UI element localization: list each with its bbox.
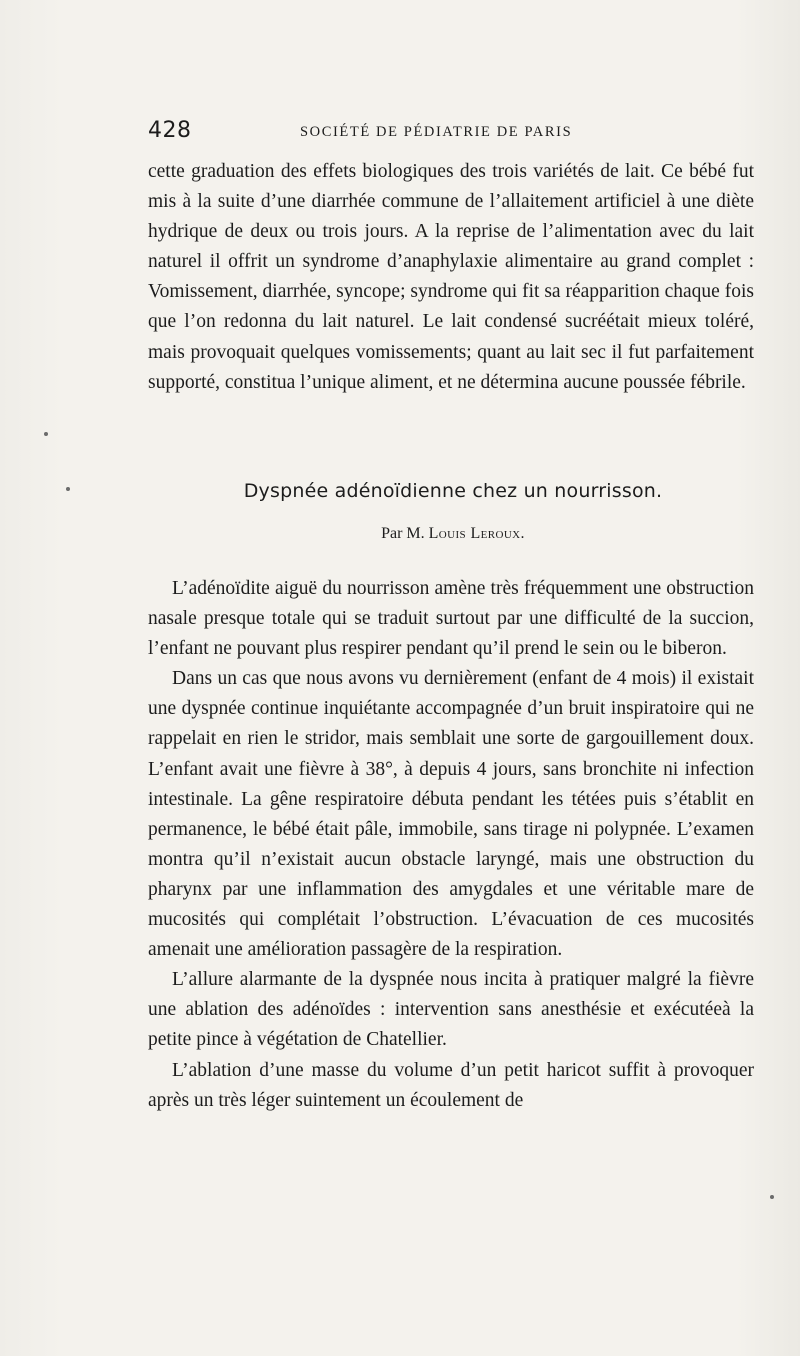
paragraph: L’ablation d’une masse du volume d’un petit haricot suffit à provoquer après un très léger suintement un écoulement de xyxy=(148,1059,754,1111)
paragraph: cette graduation des effets biologiques des trois variétés de lait. Ce bébé fut mis à la suite d’une diarrhée commune de l’allaitement artificiel à une diète hydrique de deux ou trois jours. A la reprise de l’alimentation avec du lait naturel il offrit un syndrome d’anaphylaxie alimentaire au grand complet : Vomissement, diarrhée, syncope; syndrome qui fit sa réapparition chaque fois que l’on redonna du lait naturel. Le lait condensé sucréétait mieux toléré, mais provoquait quelques vomissements; quant au lait sec il fut parfaitement supporté, constitua l’unique aliment, et ne détermina aucune poussée fébrile. xyxy=(148,161,754,393)
article-byline xyxy=(148,525,758,543)
page-number: 428 xyxy=(148,118,192,143)
page-header xyxy=(148,118,758,148)
previous-article-text xyxy=(148,157,754,398)
byline-prefix: Par M. xyxy=(381,525,425,542)
article-title: Dyspnée adénoïdienne chez un nourrisson. xyxy=(243,480,663,502)
paper-speck xyxy=(770,1195,774,1199)
running-head: SOCIÉTÉ DE PÉDIATRIE DE PARIS xyxy=(300,124,573,140)
paper-speck xyxy=(66,487,70,491)
paragraph: L’allure alarmante de la dyspnée nous incita à pratiquer malgré la fièvre une ablation des adénoïdes : intervention sans anesthésie et exécutéeà la petite pince à végétation de Chatellier. xyxy=(148,969,754,1051)
paper-speck xyxy=(44,432,48,436)
paragraph: L’adénoïdite aiguë du nourrisson amène très fréquemment une obstruction nasale presque totale qui se traduit surtout par une difficulté de la succion, l’enfant ne pouvant plus respirer pendant qu’il prend le sein ou le biberon. xyxy=(148,578,754,660)
article-body xyxy=(148,574,754,1116)
author-name: Louis Leroux. xyxy=(428,525,525,542)
paragraph: Dans un cas que nous avons vu dernièrement (enfant de 4 mois) il existait une dyspnée continue inquiétante accompagnée d’un bruit inspiratoire qui ne rappelait en rien le stridor, mais semblait une sorte de gargouillement doux. L’enfant avait une fièvre à 38°, à depuis 4 jours, sans bronchite ni infection intestinale. La gêne respiratoire débuta pendant les tétées puis s’établit en permanence, le bébé était pâle, immobile, sans tirage ni polypnée. L’examen montra qu’il n’existait aucun obstacle laryngé, mais une obstruction du pharynx par une inflammation des amygdales et une véritable mare de mucosités qui complétait l’obstruction. L’évacuation de ces mucosités amenait une amélioration passagère de la respiration. xyxy=(148,668,754,961)
